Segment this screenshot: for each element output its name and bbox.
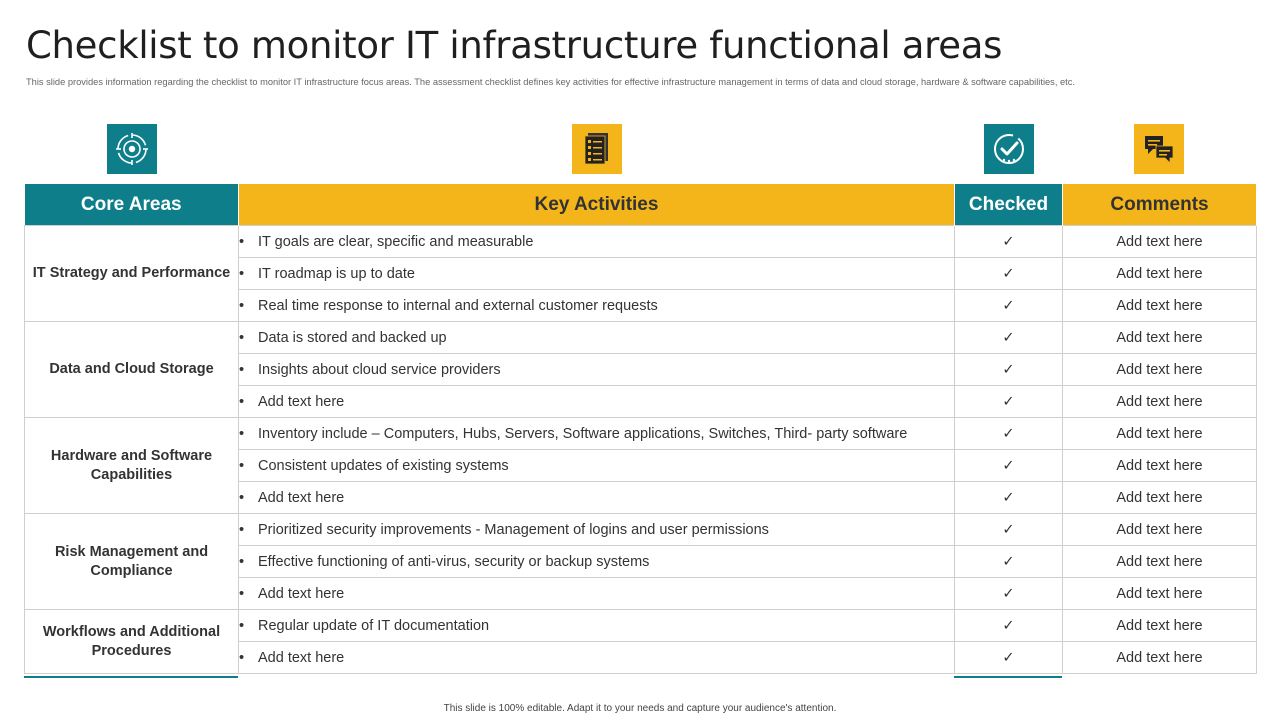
checkmark: ✓ (955, 514, 1063, 546)
comment-cell: Add text here (1063, 354, 1257, 386)
checkmark: ✓ (955, 450, 1063, 482)
column-header-comments: Comments (1063, 184, 1257, 226)
comment-cell: Add text here (1063, 258, 1257, 290)
activity-cell: • Inventory include – Computers, Hubs, Servers, Software applications, Switches, Third- party software (239, 418, 955, 450)
checkmark: ✓ (955, 642, 1063, 674)
activity-cell: • Add text here (239, 386, 955, 418)
activity-cell: • Consistent updates of existing systems (239, 450, 955, 482)
checklist-document-icon (572, 124, 622, 174)
activity-text: Consistent updates of existing systems (258, 457, 509, 474)
table-row (25, 610, 1257, 642)
bottom-accent-core (24, 676, 238, 678)
page-title: Checklist to monitor IT infrastructure functional areas (26, 24, 1003, 67)
checkmark: ✓ (955, 322, 1063, 354)
comment-cell: Add text here (1063, 578, 1257, 610)
activity-cell: • Effective functioning of anti-virus, security or backup systems (239, 546, 955, 578)
comment-cell: Add text here (1063, 642, 1257, 674)
activity-cell: • Add text here (239, 482, 955, 514)
activity-cell: • Regular update of IT documentation (239, 610, 955, 642)
activity-text: IT goals are clear, specific and measurable (258, 233, 534, 250)
activity-text: Add text here (258, 393, 345, 410)
column-header-core-areas: Core Areas (25, 184, 239, 226)
activity-cell: • Data is stored and backed up (239, 322, 955, 354)
gear-target-icon (107, 124, 157, 174)
checkmark: ✓ (955, 386, 1063, 418)
activity-text: IT roadmap is up to date (258, 265, 415, 282)
activity-text: Effective functioning of anti-virus, security or backup systems (258, 553, 650, 570)
comment-cell: Add text here (1063, 418, 1257, 450)
core-area-cell: Hardware and Software Capabilities (25, 418, 239, 514)
comment-cell: Add text here (1063, 610, 1257, 642)
comment-cell: Add text here (1063, 290, 1257, 322)
activity-text: Insights about cloud service providers (258, 361, 501, 378)
checkmark: ✓ (955, 354, 1063, 386)
comment-cell: Add text here (1063, 226, 1257, 258)
chat-bubbles-icon (1134, 124, 1184, 174)
core-area-cell: Workflows and Additional Procedures (25, 610, 239, 674)
table-header-row (25, 184, 1257, 226)
comment-cell: Add text here (1063, 546, 1257, 578)
checkmark: ✓ (955, 546, 1063, 578)
activity-text: Inventory include – Computers, Hubs, Servers, Software applications, Switches, Third- party software (258, 425, 908, 442)
checkmark: ✓ (955, 482, 1063, 514)
activity-cell: • Add text here (239, 578, 955, 610)
table-row (25, 418, 1257, 450)
checkmark: ✓ (955, 578, 1063, 610)
activity-cell: • Add text here (239, 642, 955, 674)
activity-text: Add text here (258, 489, 345, 506)
activity-text: Prioritized security improvements - Management of logins and user permissions (258, 521, 769, 538)
activity-cell: • Real time response to internal and external customer requests (239, 290, 955, 322)
footer-note: This slide is 100% editable. Adapt it to your needs and capture your audience's attention. (443, 703, 837, 714)
check-circle-icon (984, 124, 1034, 174)
activity-text: Add text here (258, 585, 345, 602)
checkmark: ✓ (955, 610, 1063, 642)
activity-text: Regular update of IT documentation (258, 617, 490, 634)
activity-text: Real time response to internal and external customer requests (258, 297, 658, 314)
core-area-cell: IT Strategy and Performance (25, 226, 239, 322)
table-row (25, 226, 1257, 258)
comment-cell: Add text here (1063, 482, 1257, 514)
bottom-accent-checked (954, 676, 1062, 678)
checkmark: ✓ (955, 290, 1063, 322)
activity-cell: • IT goals are clear, specific and measurable (239, 226, 955, 258)
activity-cell: • IT roadmap is up to date (239, 258, 955, 290)
checkmark: ✓ (955, 226, 1063, 258)
page-subtitle: This slide provides information regarding the checklist to monitor IT infrastructure focus areas. The assessment checklist defines key activities for effective infrastructure management in terms of data and cloud storage, hardware & software capabilities, etc. (26, 77, 1075, 87)
table-row (25, 514, 1257, 546)
comment-cell: Add text here (1063, 514, 1257, 546)
comment-cell: Add text here (1063, 386, 1257, 418)
column-header-checked: Checked (955, 184, 1063, 226)
comment-cell: Add text here (1063, 450, 1257, 482)
column-header-key-activities: Key Activities (239, 184, 955, 226)
checkmark: ✓ (955, 418, 1063, 450)
checklist-table (24, 184, 1257, 674)
comment-cell: Add text here (1063, 322, 1257, 354)
activity-text: Data is stored and backed up (258, 329, 447, 346)
table-row (25, 322, 1257, 354)
activity-cell: • Insights about cloud service providers (239, 354, 955, 386)
checkmark: ✓ (955, 258, 1063, 290)
core-area-cell: Data and Cloud Storage (25, 322, 239, 418)
activity-text: Add text here (258, 649, 345, 666)
core-area-cell: Risk Management and Compliance (25, 514, 239, 610)
activity-cell: • Prioritized security improvements - Management of logins and user permissions (239, 514, 955, 546)
